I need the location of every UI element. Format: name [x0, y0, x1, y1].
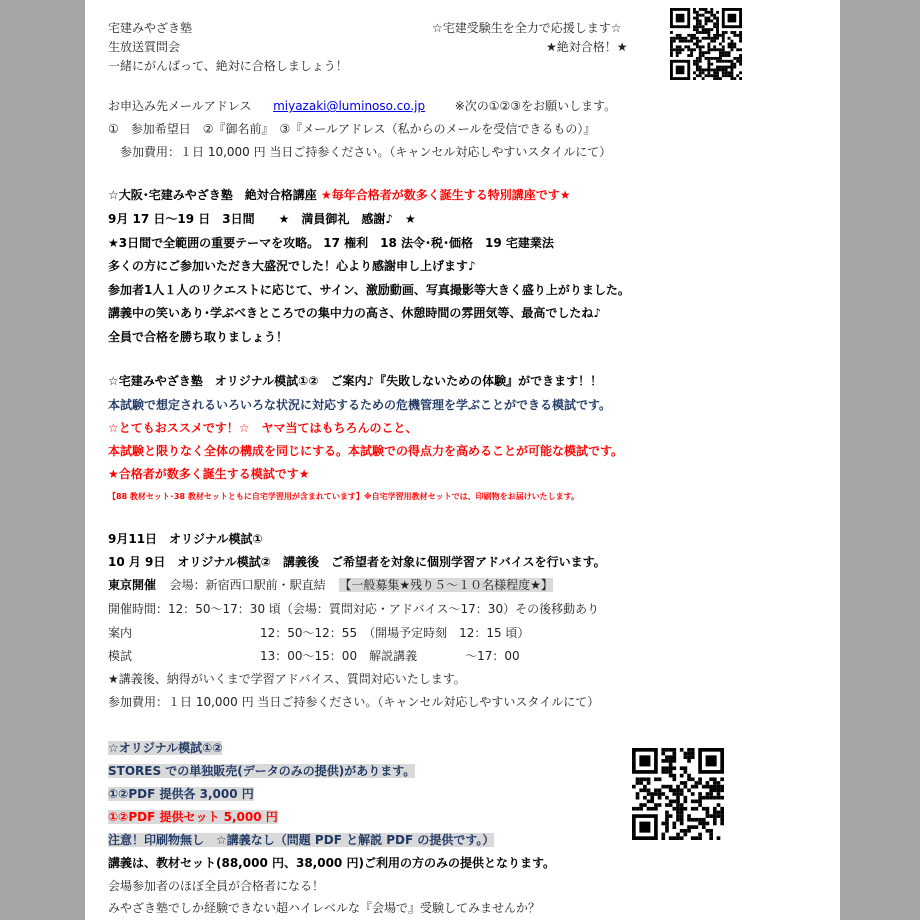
- osaka-title-red: ★毎年合格者が数多く誕生する特別講座です★: [320, 188, 571, 202]
- osaka-title-line: [108, 188, 570, 203]
- schedule-time: 開催時間：12：50～17：30 頃（会場：質問対応・アドバイス～17：30）その後移動あり: [108, 602, 600, 616]
- apply-label: お申込み先メールアドレス: [108, 99, 252, 113]
- schedule-tokyo-line: [108, 578, 553, 593]
- qr-code-icon: [670, 8, 742, 80]
- mock-line-2: ☆とてもおススメです！☆ ヤマ当てはもちろんのこと、: [108, 421, 418, 435]
- schedule-venue: 会場：新宿西口駅前・駅直結: [169, 578, 326, 592]
- stores-line-1: STORES での単独販売(データのみの提供)があります。: [108, 764, 416, 778]
- header-pass: ★絶対合格！★: [546, 40, 628, 54]
- mock-note: 【88 教材セット･38 教材セットともに自宅学習用が含まれています】※自宅学習用教材セットでは、印刷物をお届けいたします。: [108, 492, 579, 501]
- apply-items: ① 参加希望日 ②『御名前』 ③『メールアドレス（私からのメールを受信できるもの）』: [108, 122, 596, 136]
- apply-line: [108, 99, 616, 114]
- schedule-guide-time: 12：50～12：55 （開場予定時刻 12：15 頃）: [260, 626, 530, 640]
- stores-line-4: 注意！印刷物無し ☆講義なし（問題 PDF と解説 PDF の提供です。）: [108, 833, 495, 847]
- mock-line-1: 本試験で想定されるいろいろな状況に対応するための危機管理を学ぶことができる模試です。: [108, 398, 612, 412]
- stores-line-3: ①②PDF 提供セット 5,000 円: [108, 810, 278, 824]
- schedule-exam-label: 模試: [108, 649, 133, 663]
- schedule-after: ★講義後、納得がいくまで学習アドバイス、質問対応いたします。: [108, 672, 466, 686]
- schedule-tokyo: 東京開催: [108, 578, 157, 592]
- stores-title: ☆オリジナル模試①②: [108, 741, 223, 755]
- osaka-line-3: 参加者1人１人のリクエストに応じて、サイン、激励動画、写真撮影等大きく盛り上がりました。: [108, 283, 630, 297]
- header-session: 生放送質問会: [108, 40, 181, 54]
- osaka-title: ☆大阪･宅建みやざき塾 絶対合格講座: [108, 188, 317, 202]
- osaka-line-2: 多くの方にご参加いただき大盛況でした！心より感謝申し上げます♪: [108, 259, 476, 273]
- header-together: 一緒にがんばって、絶対に合格しましょう！: [108, 59, 348, 73]
- apply-email-link[interactable]: miyazaki@luminoso.co.jp: [273, 99, 426, 113]
- schedule-day-2: 10 月 9日 オリジナル模試② 講義後 ご希望者を対象に個別学習アドバイスを行います。: [108, 555, 606, 569]
- stores-line-7: みやざき塾でしか経験できない超ハイレベルな『会場で』受験してみませんか？: [108, 901, 541, 915]
- osaka-line-4: 講義中の笑いあり･学ぶべきところでの集中力の高さ、休憩時間の雰囲気等、最高でしたね♪: [108, 306, 602, 320]
- schedule-exam-time: 13：00～15：00 解説講義 ～17：00: [260, 649, 520, 663]
- schedule-recruit-badge: 【一般募集★残り５～１０名様程度★】: [339, 578, 553, 592]
- schedule-fee: 参加費用：１日 10,000 円 当日ご持参ください。（キャンセル対応しやすいスタイルにて）: [108, 695, 600, 709]
- mock-line-3: 本試験と限りなく全体の構成を同じにする。本試験での得点力を高めることが可能な模試です。: [108, 444, 624, 458]
- osaka-dates: 9月 17 日～19 日 3日間 ★ 満員御礼 感謝♪ ★: [108, 212, 416, 226]
- schedule-guide-label: 案内: [108, 626, 133, 640]
- mock-line-4: ★合格者が数多く誕生する模試です★: [108, 467, 310, 481]
- stores-line-6: 会場参加者のほぼ全員が合格者になる！: [108, 879, 325, 893]
- osaka-line-1: ★3日間で全範囲の重要テーマを攻略。 17 権利 18 法令･税･価格 19 宅建業法: [108, 236, 554, 250]
- header-support: ☆宅建受験生を全力で応援します☆: [432, 21, 622, 35]
- header-org: 宅建みやざき塾: [108, 21, 193, 35]
- apply-note: ※次の①②③をお願いします。: [454, 99, 617, 113]
- document-page: [85, 0, 840, 920]
- osaka-line-5: 全員で合格を勝ち取りましょう！: [108, 330, 289, 344]
- stores-line-2: ①②PDF 提供各 3,000 円: [108, 787, 254, 801]
- mock-title: ☆宅建みやざき塾 オリジナル模試①② ご案内♪『失敗しないための体験』ができます！！: [108, 374, 603, 388]
- stores-line-5: 講義は、教材セット(88,000 円、38,000 円)ご利用の方のみの提供となります。: [108, 856, 555, 870]
- qr-code-icon: [632, 748, 724, 840]
- apply-fee: 参加費用：１日 10,000 円 当日ご持参ください。（キャンセル対応しやすいスタイルにて）: [120, 145, 612, 159]
- schedule-day-1: 9月11日 オリジナル模試①: [108, 532, 263, 546]
